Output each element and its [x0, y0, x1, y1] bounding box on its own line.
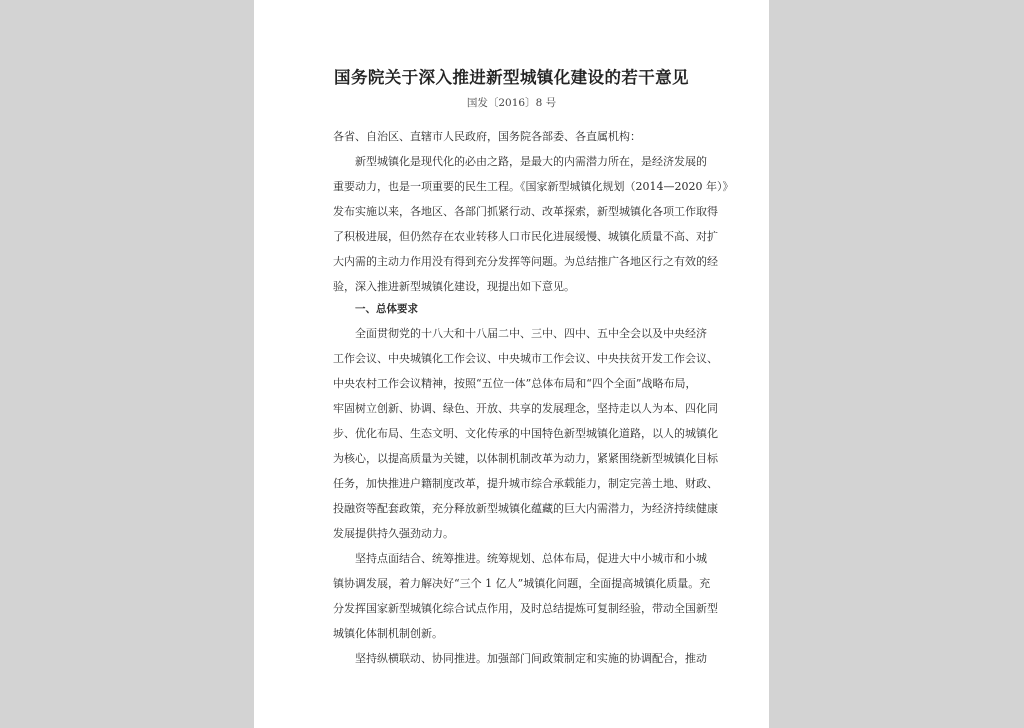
paragraph-line: 步、优化布局、生态文明、文化传承的中国特色新型城镇化道路，以人的城镇化	[333, 427, 718, 440]
paragraph-line: 中央农村工作会议精神，按照“五位一体”总体布局和“四个全面”战略布局，	[333, 377, 697, 390]
paragraph-line: 了积极进展，但仍然存在农业转移人口市民化进展缓慢、城镇化质量不高、对扩	[333, 230, 718, 243]
paragraph-line: 牢固树立创新、协调、绿色、开放、共享的发展理念，坚持走以人为本、四化同	[333, 402, 718, 415]
paragraph-line: 城镇化体制机制创新。	[333, 627, 443, 640]
paragraph-line: 投融资等配套政策，充分释放新型城镇化蕴藏的巨大内需潜力，为经济持续健康	[333, 502, 718, 515]
paragraph-line: 分发挥国家新型城镇化综合试点作用，及时总结提炼可复制经验，带动全国新型	[333, 602, 718, 615]
document-title: 国务院关于深入推进新型城镇化建设的若干意见	[334, 68, 689, 87]
paragraph-line: 镇协调发展，着力解决好“三个 1 亿人”城镇化问题，全面提高城镇化质量。充	[333, 577, 711, 590]
paragraph-line: 大内需的主动力作用没有得到充分发挥等问题。为总结推广各地区行之有效的经	[333, 255, 718, 268]
document-number: 国发〔2016〕8 号	[466, 97, 557, 109]
paragraph-line: 为核心，以提高质量为关键，以体制机制改革为动力，紧紧围绕新型城镇化目标	[333, 452, 718, 465]
paragraph-line: 任务，加快推进户籍制度改革，提升城市综合承载能力，制定完善土地、财政、	[333, 477, 718, 490]
paragraph-line: 全面贯彻党的十八大和十八届二中、三中、四中、五中全会以及中央经济	[355, 327, 707, 340]
paragraph-line: 验，深入推进新型城镇化建设，现提出如下意见。	[333, 280, 575, 293]
paragraph-line: 坚持点面结合、统筹推进。统筹规划、总体布局，促进大中小城市和小城	[355, 552, 707, 565]
salutation: 各省、自治区、直辖市人民政府，国务院各部委、各直属机构：	[333, 130, 641, 143]
paragraph-line: 工作会议、中央城镇化工作会议、中央城市工作会议、中央扶贫开发工作会议、	[333, 352, 718, 365]
paragraph-line: 发布实施以来，各地区、各部门抓紧行动、改革探索，新型城镇化各项工作取得	[333, 205, 718, 218]
paragraph-line: 坚持纵横联动、协同推进。加强部门间政策制定和实施的协调配合，推动	[355, 652, 707, 665]
paragraph-line: 重要动力，也是一项重要的民生工程。《国家新型城镇化规划（2014—2020 年）》	[333, 180, 734, 193]
section-heading: 一、总体要求	[355, 303, 418, 315]
paragraph-line: 发展提供持久强劲动力。	[333, 527, 454, 540]
document-page	[254, 0, 769, 728]
paragraph-line: 新型城镇化是现代化的必由之路，是最大的内需潜力所在，是经济发展的	[355, 155, 707, 168]
